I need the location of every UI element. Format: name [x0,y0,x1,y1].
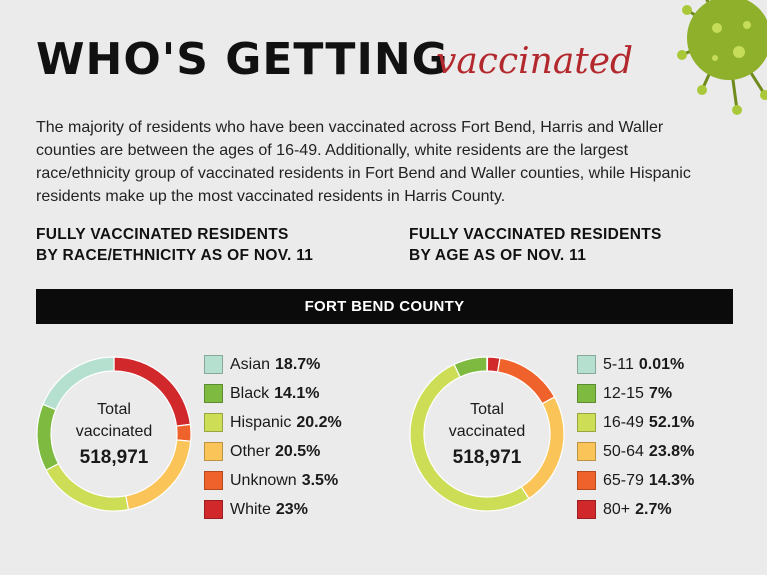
legend-value: 20.2% [296,413,342,431]
legend-swatch [204,471,223,490]
race-chart-heading [36,224,313,266]
legend-label: 80+ [603,500,631,518]
legend-value: 52.1% [648,413,695,431]
legend-swatch [577,413,596,432]
age-legend-item [577,379,694,408]
race-legend-item [204,466,342,495]
age-legend [577,350,694,524]
legend-value: 23% [275,500,308,518]
race-heading-line-1: FULLY VACCINATED RESIDENTS [36,226,289,243]
age-heading-line-2: BY AGE AS OF NOV. 11 [409,247,587,264]
legend-value: 2.7% [635,500,672,518]
legend-label: 12-15 [603,384,644,402]
legend-value: 20.5% [275,442,321,460]
legend-swatch [577,442,596,461]
legend-value: 14.1% [274,384,320,402]
race-legend-item [204,495,342,524]
legend-value: 18.7% [275,355,321,373]
legend-value: 23.8% [648,442,695,460]
race-heading-line-2: BY RACE/ETHNICITY AS OF NOV. 11 [36,247,314,264]
legend-label: 65-79 [603,471,644,489]
legend-label: White [230,500,271,518]
legend-swatch [577,471,596,490]
legend-value: 14.3% [648,471,695,489]
legend-swatch [577,384,596,403]
race-legend-item [204,379,342,408]
legend-value: 0.01% [638,355,685,373]
race-legend [204,350,342,524]
page-title: WHO'S GETTING [36,34,449,85]
page-title-accent: vaccinated [436,41,634,82]
legend-label: 5-11 [603,355,634,373]
age-legend-item [577,466,694,495]
legend-swatch [577,500,596,519]
legend-swatch [204,384,223,403]
legend-swatch [204,413,223,432]
legend-value: 7% [648,384,673,402]
age-chart-heading [409,224,662,266]
race-legend-item [204,437,342,466]
age-donut-center [409,356,565,512]
intro-paragraph: The majority of residents who have been vaccinated across Fort Bend, Harris and Waller counties are between the ages of 16-49. Additionally, white residents are the largest race/ethnicity group of vaccinated residents in Fort Bend and Waller counties, while Hispanic residents make up the most vaccinated residents in Harris County. [36,119,691,205]
virus-illustration [657,0,767,120]
legend-label: Asian [230,355,271,373]
race-donut-center [36,356,192,512]
legend-swatch [577,355,596,374]
race-legend-item [204,350,342,379]
legend-label: Hispanic [230,413,292,431]
legend-swatch [204,355,223,374]
legend-swatch [204,500,223,519]
legend-label: 50-64 [603,442,644,460]
legend-label: 16-49 [603,413,644,431]
race-total-label: Total vaccinated [75,401,153,440]
legend-label: Other [230,442,271,460]
age-legend-item [577,437,694,466]
county-banner: FORT BEND COUNTY [36,289,733,324]
age-legend-item [577,495,694,524]
age-legend-item [577,350,694,379]
race-total-value: 518,971 [79,447,149,468]
age-total-value: 518,971 [452,447,522,468]
legend-label: Black [230,384,270,402]
age-total-label: Total vaccinated [448,401,526,440]
legend-swatch [204,442,223,461]
legend-label: Unknown [230,471,297,489]
legend-value: 3.5% [301,471,339,489]
race-legend-item [204,408,342,437]
age-legend-item [577,408,694,437]
age-heading-line-1: FULLY VACCINATED RESIDENTS [409,226,662,243]
